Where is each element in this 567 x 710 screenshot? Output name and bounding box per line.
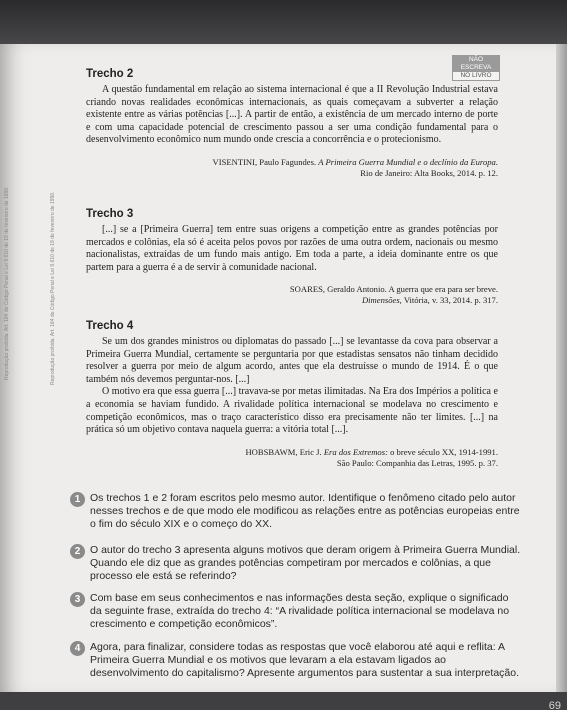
- copyright-side-note: Reprodução proibida. Art. 184 do Código Penal e Lei 9.610 de 19 de fevereiro de 1998.: [4, 186, 10, 380]
- question-2: [70, 544, 522, 583]
- question-3: [70, 592, 522, 631]
- source-publisher: Rio de Janeiro: Alta Books, 2014. p. 12.: [360, 167, 498, 178]
- source-publisher: São Paulo: Companhia das Letras, 1995. p. 37.: [336, 457, 498, 468]
- copyright-side-note-2: Reprodução proibida. Art. 184 do Código Penal e Lei 9.610 de 19 de fevereiro de 1998.: [50, 191, 56, 385]
- question-4: [70, 641, 522, 680]
- trecho-2-text: A questão fundamental em relação ao sistema internacional é que a II Revolução Industrial estava criando novas realidades econômicas internacionais, as quais começavam a subverter a relação existente entre as várias potências [...]. A partir de então, a existência de um mercado interno de porte e com uma capacidade potencial de crescimento passou a ser uma condição fundamental para o desenvolvimento econômico num mundo onde crescia a concorrência e o protecionismo.: [86, 84, 498, 146]
- trecho-3: [86, 208, 498, 306]
- source-line-1: SOARES, Geraldo Antonio. A guerra que era para ser breve.: [289, 284, 498, 295]
- source-title: Era dos Extremos:: [323, 446, 388, 457]
- source-journal: Dimensões,: [361, 295, 402, 306]
- top-shadow: [0, 0, 567, 48]
- source-author: HOBSBAWM, Eric J.: [245, 446, 322, 457]
- source-author: VISENTINI, Paulo Fagundes.: [212, 156, 317, 167]
- trecho-4-text-2: O motivo era que essa guerra [...] travava-se por metas ilimitadas. Na Era dos Impérios a política e a economia se haviam fundido. A rivalidade política internacional se modelava no crescimento e competição econômicos, mas o traço característico disso era precisamente não ter limites. [...] na prática só um objetivo contava naquela guerra: a vitória total [...].: [86, 386, 498, 436]
- question-3-text: Com base em seus conhecimentos e nas informações desta seção, explique o significado da seguinte frase, extraída do trecho 4: “A rivalidade política internacional se modelava no crescimento e competição econômicos”.: [90, 592, 510, 630]
- question-2-text: O autor do trecho 3 apresenta alguns motivos que deram origem à Primeira Guerra Mundial. Quando ele diz que as grandes potências competiram por mercados e colônias, a que processo ele está se referindo?: [90, 544, 521, 582]
- trecho-3-source: [86, 284, 498, 306]
- source-line-2: Vitória, v. 33, 2014. p. 317.: [403, 295, 498, 306]
- question-number-badge: 1: [70, 492, 85, 507]
- question-1-text: Os trechos 1 e 2 foram escritos pelo mesmo autor. Identifique o fenômeno citado pelo autor nesses trechos e de que modo ele modificou as relações entre as potências europeias entre o fim do século XIX e o começo do XX.: [90, 492, 520, 530]
- source-subtitle: o breve século XX, 1914-1991.: [390, 446, 498, 457]
- question-1: [70, 492, 522, 531]
- trecho-4: [86, 320, 498, 469]
- trecho-4-text-1: Se um dos grandes ministros ou diplomatas do passado [...] se levantasse da cova para observar a Primeira Guerra Mundial, certamente se perguntaria por que estadistas sensatos não tinham decidido resolver a guerra por meio de algum acordo, antes que ela destruísse o mundo de 1914. É o que também nós devemos perguntar-nos. [...]: [86, 336, 498, 385]
- trecho-4-source: [86, 447, 498, 469]
- trecho-3-title: Trecho 3: [86, 208, 134, 220]
- question-number-badge: 3: [70, 592, 85, 607]
- trecho-4-title: Trecho 4: [86, 320, 134, 332]
- page-edge: [556, 44, 567, 710]
- page-number: 69: [548, 700, 561, 710]
- trecho-2-title: Trecho 2: [86, 68, 134, 80]
- badge-line-1: NÃO ESCREVA: [453, 56, 499, 72]
- question-4-text: Agora, para finalizar, considere todas as respostas que você elaborou até aqui e reflita: A Primeira Guerra Mundial e os motivos que levaram a ela estavam ligados ao desenvolvimento do capitalismo? Apresente argumentos para sustentar a sua interpretação.: [90, 641, 520, 679]
- source-title: A Primeira Guerra Mundial e o declínio da Europa.: [318, 156, 498, 167]
- question-number-badge: 4: [70, 641, 85, 656]
- question-number-badge: 2: [70, 544, 85, 559]
- bottom-shadow: [0, 692, 567, 710]
- trecho-2-source: [86, 157, 498, 179]
- trecho-3-text: [...] se a [Primeira Guerra] tem entre suas origens a competição entre as grandes potências por mercados e colônias, ela só é aceita pelos povos por razões de uma outra ordem, nacionais ou mesmo nacionalistas, extraídas de um fundo mais antigo. Em toda a parte, a ideia dominante entre os que partem para a guerra é a de servir à comunidade nacional.: [86, 224, 498, 273]
- trecho-2: [86, 68, 498, 179]
- badge-line-2: NO LIVRO: [460, 72, 492, 79]
